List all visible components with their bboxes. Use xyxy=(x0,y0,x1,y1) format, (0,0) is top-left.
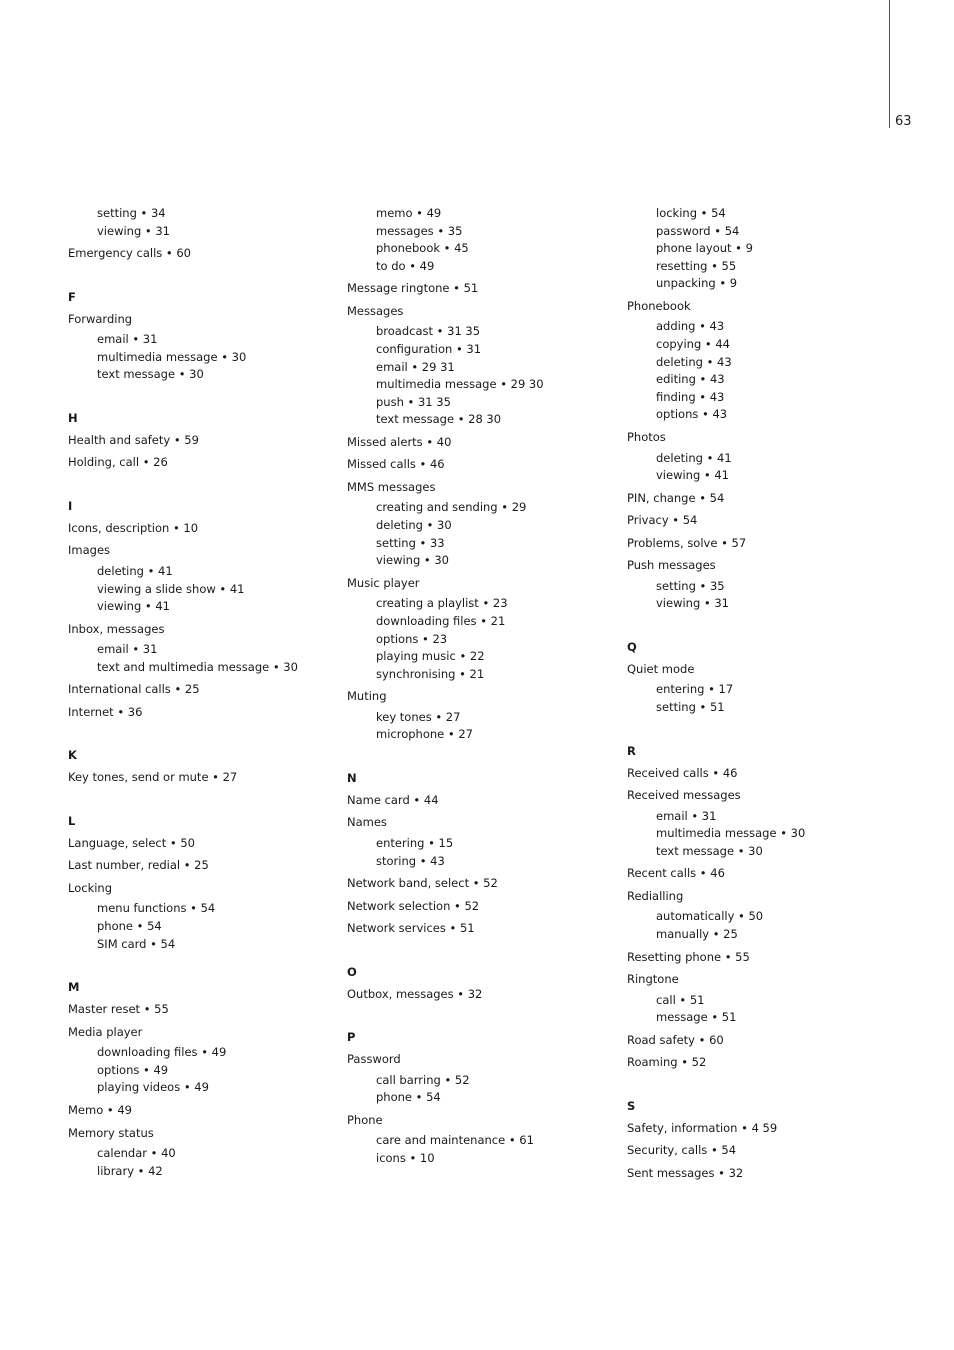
index-subterm: text message • 30 xyxy=(656,843,763,858)
index-entry xyxy=(68,857,338,875)
section-letter: F xyxy=(68,289,76,304)
index-term: Missed alerts • 40 xyxy=(347,434,452,449)
index-term: Memory status xyxy=(68,1125,154,1140)
index-term: Outbox, messages • 32 xyxy=(347,986,483,1001)
index-subterm: phone • 54 xyxy=(376,1090,441,1105)
index-entry xyxy=(627,661,897,717)
index-subterm: creating and sending • 29 xyxy=(376,500,527,515)
index-term: Inbox, messages xyxy=(68,621,165,636)
index-subterm: phone • 54 xyxy=(97,919,162,934)
index-subterm: storing • 43 xyxy=(376,853,445,868)
page-number: 63 xyxy=(895,114,912,129)
index-subterm: finding • 43 xyxy=(656,389,725,404)
index-subterm: call • 51 xyxy=(656,992,705,1007)
index-subterm: locking • 54 xyxy=(656,206,726,220)
index-term: Ringtone xyxy=(627,972,679,987)
index-entry xyxy=(627,1032,897,1050)
index-term: Master reset • 55 xyxy=(68,1002,169,1017)
index-subterm: text and multimedia message • 30 xyxy=(97,659,298,674)
index-term: Key tones, send or mute • 27 xyxy=(68,770,238,785)
index-entry xyxy=(347,280,617,298)
index-entry xyxy=(347,986,617,1004)
index-subterm: deleting • 30 xyxy=(376,518,452,533)
index-subterm: calendar • 40 xyxy=(97,1146,176,1160)
index-subterm: menu functions • 54 xyxy=(97,901,216,916)
section-letter: H xyxy=(68,410,78,425)
index-subterm: deleting • 43 xyxy=(656,354,732,369)
index-column-2 xyxy=(347,205,617,1168)
index-subterm: email • 31 xyxy=(97,332,158,347)
index-entry xyxy=(627,557,897,613)
index-entry xyxy=(347,456,617,474)
index-subterm: viewing • 41 xyxy=(97,599,170,614)
index-entry xyxy=(347,434,617,452)
index-entry xyxy=(68,704,338,722)
index-term: PIN, change • 54 xyxy=(627,490,725,505)
index-entry xyxy=(627,429,897,485)
index-subterm: SIM card • 54 xyxy=(97,936,176,951)
index-subterm: multimedia message • 29 30 xyxy=(376,377,544,392)
index-subterm: downloading files • 49 xyxy=(97,1045,227,1060)
index-subterm: playing videos • 49 xyxy=(97,1080,209,1095)
index-entry xyxy=(627,1054,897,1072)
index-entry xyxy=(68,245,338,263)
index-subterm: viewing • 30 xyxy=(376,553,449,568)
index-term: Health and safety • 59 xyxy=(68,432,199,447)
index-term: Music player xyxy=(347,575,420,590)
index-subterm: adding • 43 xyxy=(656,319,725,334)
index-subterm: options • 49 xyxy=(97,1062,169,1077)
index-subterm: copying • 44 xyxy=(656,337,730,352)
index-subterm: manually • 25 xyxy=(656,926,738,941)
index-entry xyxy=(627,888,897,944)
index-term: Road safety • 60 xyxy=(627,1032,724,1047)
index-entry xyxy=(68,880,338,953)
index-term: International calls • 25 xyxy=(68,682,200,697)
index-term: Icons, description • 10 xyxy=(68,520,199,535)
section-letter: K xyxy=(68,748,77,763)
index-entry xyxy=(627,298,897,424)
index-term: Sent messages • 32 xyxy=(627,1165,744,1180)
index-subterm: editing • 43 xyxy=(656,372,725,387)
index-term: Name card • 44 xyxy=(347,792,439,807)
header-rule xyxy=(889,0,890,128)
index-entry xyxy=(347,792,617,810)
index-subterm: entering • 17 xyxy=(656,682,734,697)
index-subterm: text message • 28 30 xyxy=(376,412,502,427)
index-column-1 xyxy=(68,205,338,1180)
index-term: Problems, solve • 57 xyxy=(627,535,747,550)
section-letter: S xyxy=(627,1098,636,1113)
index-term: Holding, call • 26 xyxy=(68,455,168,470)
section-letter: M xyxy=(68,980,80,995)
index-entry xyxy=(347,688,617,744)
index-term: Phone xyxy=(347,1112,383,1127)
section-letter: Q xyxy=(627,639,637,654)
index-subterm: icons • 10 xyxy=(376,1150,435,1165)
index-entry xyxy=(627,490,897,508)
index-entry xyxy=(347,1051,617,1107)
index-subterm: broadcast • 31 35 xyxy=(376,324,481,339)
index-subterm: push • 31 35 xyxy=(376,394,451,409)
index-subterm: creating a playlist • 23 xyxy=(376,596,508,611)
index-term: Locking xyxy=(68,880,113,895)
index-subterm: deleting • 41 xyxy=(656,450,732,465)
index-entry xyxy=(627,1120,897,1138)
index-subterm: deleting • 41 xyxy=(97,563,173,578)
index-subterm: to do • 49 xyxy=(376,258,435,273)
index-term: Phonebook xyxy=(627,298,691,313)
index-subterm: setting • 33 xyxy=(376,535,445,550)
index-entry xyxy=(68,835,338,853)
index-entry xyxy=(347,479,617,570)
index-term: Received messages xyxy=(627,788,741,803)
index-subterm: multimedia message • 30 xyxy=(656,826,806,841)
index-term: Language, select • 50 xyxy=(68,835,195,850)
index-entry xyxy=(68,205,338,240)
index-entry xyxy=(347,875,617,893)
index-term: Muting xyxy=(347,689,387,704)
section-letter: P xyxy=(347,1030,356,1045)
index-entry xyxy=(627,1142,897,1160)
index-entry xyxy=(627,949,897,967)
index-entry xyxy=(68,454,338,472)
index-subterm: setting • 34 xyxy=(97,206,166,220)
index-subterm: configuration • 31 xyxy=(376,341,482,356)
index-term: Forwarding xyxy=(68,311,133,326)
index-subterm: text message • 30 xyxy=(97,367,204,382)
index-term: Images xyxy=(68,543,111,558)
index-entry xyxy=(68,621,338,677)
index-subterm: synchronising • 21 xyxy=(376,666,485,681)
index-entry xyxy=(627,1165,897,1183)
index-term: Names xyxy=(347,815,387,830)
index-entry xyxy=(627,535,897,553)
index-subterm: options • 43 xyxy=(656,407,728,422)
index-subterm: entering • 15 xyxy=(376,835,454,850)
index-subterm: phone layout • 9 xyxy=(656,241,753,256)
index-term: Message ringtone • 51 xyxy=(347,281,479,296)
index-entry xyxy=(627,971,897,1027)
section-letter: R xyxy=(627,743,636,758)
index-entry xyxy=(68,432,338,450)
index-term: Memo • 49 xyxy=(68,1103,132,1117)
index-subterm: viewing • 31 xyxy=(656,596,729,611)
index-entry xyxy=(627,205,897,293)
section-letter: N xyxy=(347,770,357,785)
index-entry xyxy=(347,575,617,683)
index-entry xyxy=(627,865,897,883)
index-subterm: email • 31 xyxy=(97,642,158,657)
index-entry xyxy=(68,542,338,615)
index-term: MMS messages xyxy=(347,479,436,494)
index-term: Photos xyxy=(627,430,666,445)
index-entry xyxy=(347,920,617,938)
index-term: Redialling xyxy=(627,888,684,903)
index-term: Media player xyxy=(68,1024,143,1039)
index-subterm: setting • 51 xyxy=(656,700,725,714)
index-term: Network selection • 52 xyxy=(347,898,480,913)
index-subterm: unpacking • 9 xyxy=(656,276,738,291)
index-entry xyxy=(627,787,897,860)
index-entry xyxy=(347,205,617,275)
index-subterm: viewing • 31 xyxy=(97,223,170,238)
index-subterm: viewing • 41 xyxy=(656,468,729,483)
index-subterm: message • 51 xyxy=(656,1010,737,1025)
index-term: Received calls • 46 xyxy=(627,765,738,780)
index-entry xyxy=(627,512,897,530)
section-letter: I xyxy=(68,498,73,513)
index-subterm: multimedia message • 30 xyxy=(97,349,247,364)
index-entry xyxy=(347,1112,617,1168)
index-term: Push messages xyxy=(627,558,716,573)
index-term: Network services • 51 xyxy=(347,921,475,936)
index-subterm: email • 31 xyxy=(656,808,717,823)
index-term: Security, calls • 54 xyxy=(627,1143,737,1158)
index-subterm: call barring • 52 xyxy=(376,1072,470,1087)
index-term: Network band, select • 52 xyxy=(347,876,498,891)
index-subterm: memo • 49 xyxy=(376,206,442,220)
index-entry xyxy=(68,1125,338,1181)
index-subterm: playing music • 22 xyxy=(376,649,485,664)
section-letter: L xyxy=(68,813,76,828)
section-letter: O xyxy=(347,964,357,979)
index-subterm: phonebook • 45 xyxy=(376,241,469,256)
index-subterm: options • 23 xyxy=(376,631,448,646)
index-entry xyxy=(347,303,617,429)
index-entry xyxy=(68,1102,338,1120)
index-subterm: messages • 35 xyxy=(376,223,463,238)
index-subterm: care and maintenance • 61 xyxy=(376,1133,534,1148)
index-entry xyxy=(68,520,338,538)
index-subterm: automatically • 50 xyxy=(656,909,764,924)
index-term: Privacy • 54 xyxy=(627,513,698,528)
index-term: Emergency calls • 60 xyxy=(68,246,191,261)
index-subterm: setting • 35 xyxy=(656,578,725,593)
index-term: Password xyxy=(347,1052,401,1067)
index-column-3 xyxy=(627,205,897,1182)
index-entry xyxy=(68,769,338,787)
index-term: Resetting phone • 55 xyxy=(627,949,750,964)
index-entry xyxy=(68,1024,338,1097)
index-term: Messages xyxy=(347,303,404,318)
index-subterm: microphone • 27 xyxy=(376,727,473,742)
index-entry xyxy=(68,311,338,384)
index-term: Safety, information • 4 59 xyxy=(627,1120,778,1135)
index-term: Quiet mode xyxy=(627,661,695,676)
index-term: Roaming • 52 xyxy=(627,1055,707,1070)
index-entry xyxy=(627,765,897,783)
index-entry xyxy=(347,814,617,870)
index-subterm: email • 29 31 xyxy=(376,359,455,374)
index-subterm: downloading files • 21 xyxy=(376,613,506,628)
index-term: Missed calls • 46 xyxy=(347,457,445,472)
index-subterm: key tones • 27 xyxy=(376,709,461,724)
index-term: Last number, redial • 25 xyxy=(68,858,209,873)
index-term: Internet • 36 xyxy=(68,704,143,719)
index-entry xyxy=(68,1001,338,1019)
index-subterm: viewing a slide show • 41 xyxy=(97,581,245,596)
index-entry xyxy=(68,681,338,699)
index-term: Recent calls • 46 xyxy=(627,866,725,881)
index-subterm: password • 54 xyxy=(656,223,740,238)
index-subterm: resetting • 55 xyxy=(656,258,737,273)
index-subterm: library • 42 xyxy=(97,1163,163,1178)
index-entry xyxy=(347,898,617,916)
